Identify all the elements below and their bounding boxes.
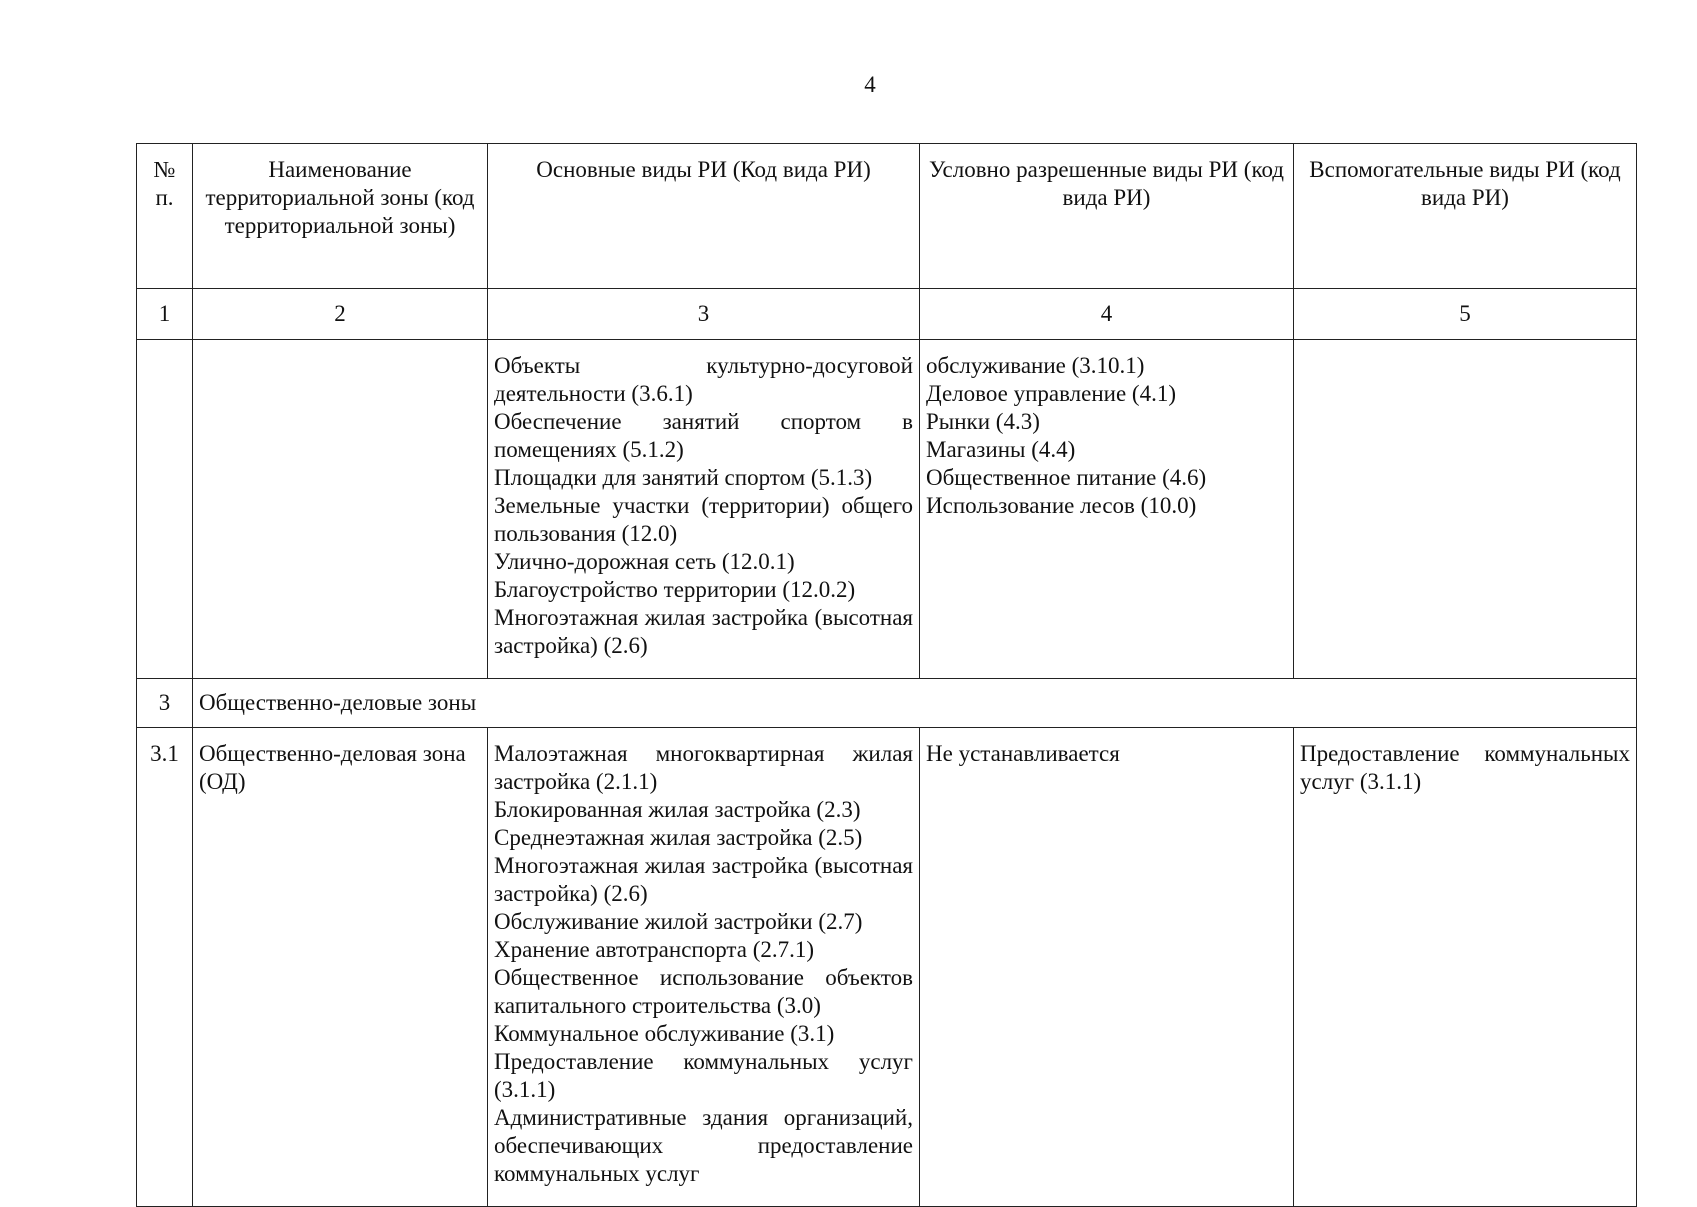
list-item: Многоэтажная жилая застройка (высотная застройка) (2.6) <box>494 853 913 906</box>
zone-name-cell: Общественно-деловая зона (ОД) <box>193 728 488 1207</box>
header-auxiliary-uses: Вспомогательные виды РИ (код вида РИ) <box>1294 144 1637 289</box>
column-number: 1 <box>137 289 193 340</box>
main-uses-cell <box>488 728 920 1207</box>
list-item: Благоустройство территории (12.0.2) <box>494 577 856 602</box>
column-number: 2 <box>193 289 488 340</box>
column-number: 4 <box>920 289 1294 340</box>
list-item: Среднеэтажная жилая застройка (2.5) <box>494 825 863 850</box>
header-conditional-uses: Условно разрешенные виды РИ (код вида РИ) <box>920 144 1294 289</box>
main-uses-cell <box>488 340 920 679</box>
row-number-cell: 3.1 <box>137 728 193 1207</box>
list-item: Общественное питание (4.6) <box>926 465 1207 490</box>
section-title: Общественно-деловые зоны <box>193 679 1637 728</box>
list-item: Улично-дорожная сеть (12.0.1) <box>494 549 795 574</box>
list-item: Административные здания организаций, обеспечивающих предоставление коммунальных услуг <box>494 1105 913 1186</box>
list-item: Использование лесов (10.0) <box>926 493 1197 518</box>
list-item: Предоставление коммунальных услуг (3.1.1) <box>494 1049 913 1102</box>
zoning-table <box>136 143 1637 1207</box>
header-zone-name: Наименование территориальной зоны (код территориальной зоны) <box>193 144 488 289</box>
list-item: Хранение автотранспорта (2.7.1) <box>494 937 815 962</box>
list-item: Рынки (4.3) <box>926 409 1040 434</box>
row-number-cell <box>137 340 193 679</box>
list-item: Деловое управление (4.1) <box>926 381 1177 406</box>
header-main-uses: Основные виды РИ (Код вида РИ) <box>488 144 920 289</box>
list-item: Обслуживание жилой застройки (2.7) <box>494 909 863 934</box>
column-numbers-row <box>137 289 1637 340</box>
list-item: Общественное использование объектов капитального строительства (3.0) <box>494 965 913 1018</box>
section-row <box>137 679 1637 728</box>
list-item: Земельные участки (территории) общего пользования (12.0) <box>494 493 913 546</box>
header-number: № п. <box>137 144 193 289</box>
list-item: Обеспечение занятий спортом в помещениях (5.1.2) <box>494 409 913 462</box>
list-item: Магазины (4.4) <box>926 437 1076 462</box>
list-item: Многоэтажная жилая застройка (высотная застройка) (2.6) <box>494 605 913 658</box>
section-number: 3 <box>137 679 193 728</box>
conditional-uses-cell: Не устанавливается <box>920 728 1294 1207</box>
table-row <box>137 728 1637 1207</box>
list-item: Коммунальное обслуживание (3.1) <box>494 1021 835 1046</box>
list-item: Площадки для занятий спортом (5.1.3) <box>494 465 873 490</box>
table-header-row <box>137 144 1637 289</box>
zone-name-cell <box>193 340 488 679</box>
list-item: Малоэтажная многоквартирная жилая застройка (2.1.1) <box>494 741 913 794</box>
column-number: 3 <box>488 289 920 340</box>
list-item: Объекты культурно-досуговой деятельности (3.6.1) <box>494 353 913 406</box>
column-number: 5 <box>1294 289 1637 340</box>
page-number: 4 <box>864 72 876 97</box>
auxiliary-uses-cell <box>1294 340 1637 679</box>
list-item: Блокированная жилая застройка (2.3) <box>494 797 861 822</box>
list-item: обслуживание (3.10.1) <box>926 353 1145 378</box>
auxiliary-uses-cell: Предоставление коммунальных услуг (3.1.1) <box>1294 728 1637 1207</box>
conditional-uses-cell <box>920 340 1294 679</box>
table-row <box>137 340 1637 679</box>
